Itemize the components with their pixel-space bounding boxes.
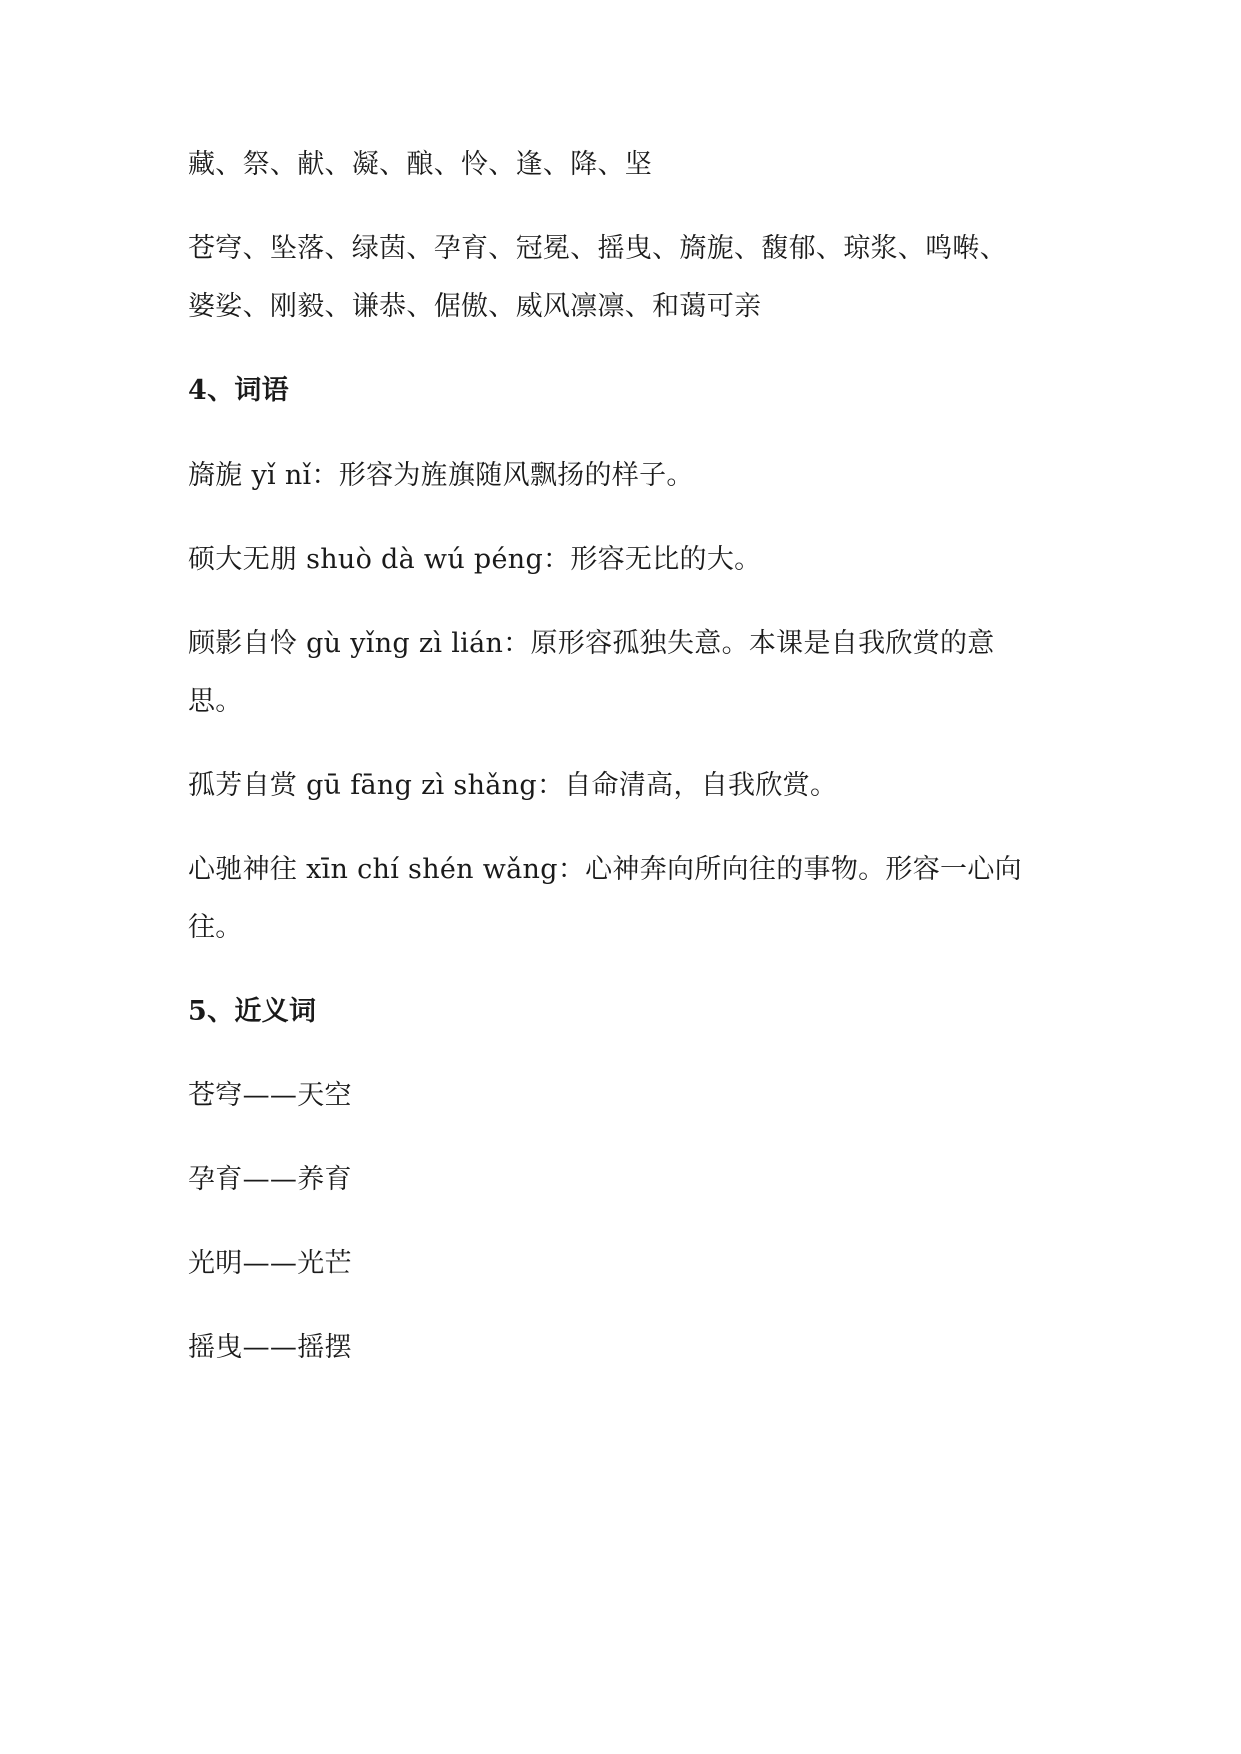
synonym-item: 光明——光芒	[188, 1248, 352, 1279]
synonym-item: 孕育——养育	[188, 1164, 352, 1195]
words-line-1: 苍穹、坠落、绿茵、孕育、冠冕、摇曳、旖旎、馥郁、琼浆、鸣啭、	[188, 233, 1007, 264]
definition-xinchishenwang-cont: 往。	[188, 912, 243, 943]
definition-gufangzishang: 孤芳自赏 gū fāng zì shǎng：自命清高，自我欣赏。	[188, 770, 838, 801]
definition-xinchishenwang: 心驰神往 xīn chí shén wǎng：心神奔向所向往的事物。形容一心向	[188, 854, 1022, 885]
characters-line: 藏、祭、献、凝、酿、怜、逢、降、坚	[188, 149, 653, 180]
definition-guyingzilian-cont: 思。	[188, 686, 243, 717]
words-line-2: 婆娑、刚毅、谦恭、倨傲、威风凛凛、和蔼可亲	[188, 291, 762, 322]
section-5-heading: 5、近义词	[188, 996, 317, 1027]
definition-guyingzilian: 顾影自怜 gù yǐng zì lián：原形容孤独失意。本课是自我欣赏的意	[188, 628, 995, 659]
synonym-item: 苍穹——天空	[188, 1080, 352, 1111]
definition-shuodawupeng: 硕大无朋 shuò dà wú péng：形容无比的大。	[188, 544, 762, 575]
section-4-heading: 4、词语	[188, 375, 289, 406]
definition-yini: 旖旎 yǐ nǐ：形容为旌旗随风飘扬的样子。	[188, 460, 694, 491]
synonym-item: 摇曳——摇摆	[188, 1332, 352, 1363]
